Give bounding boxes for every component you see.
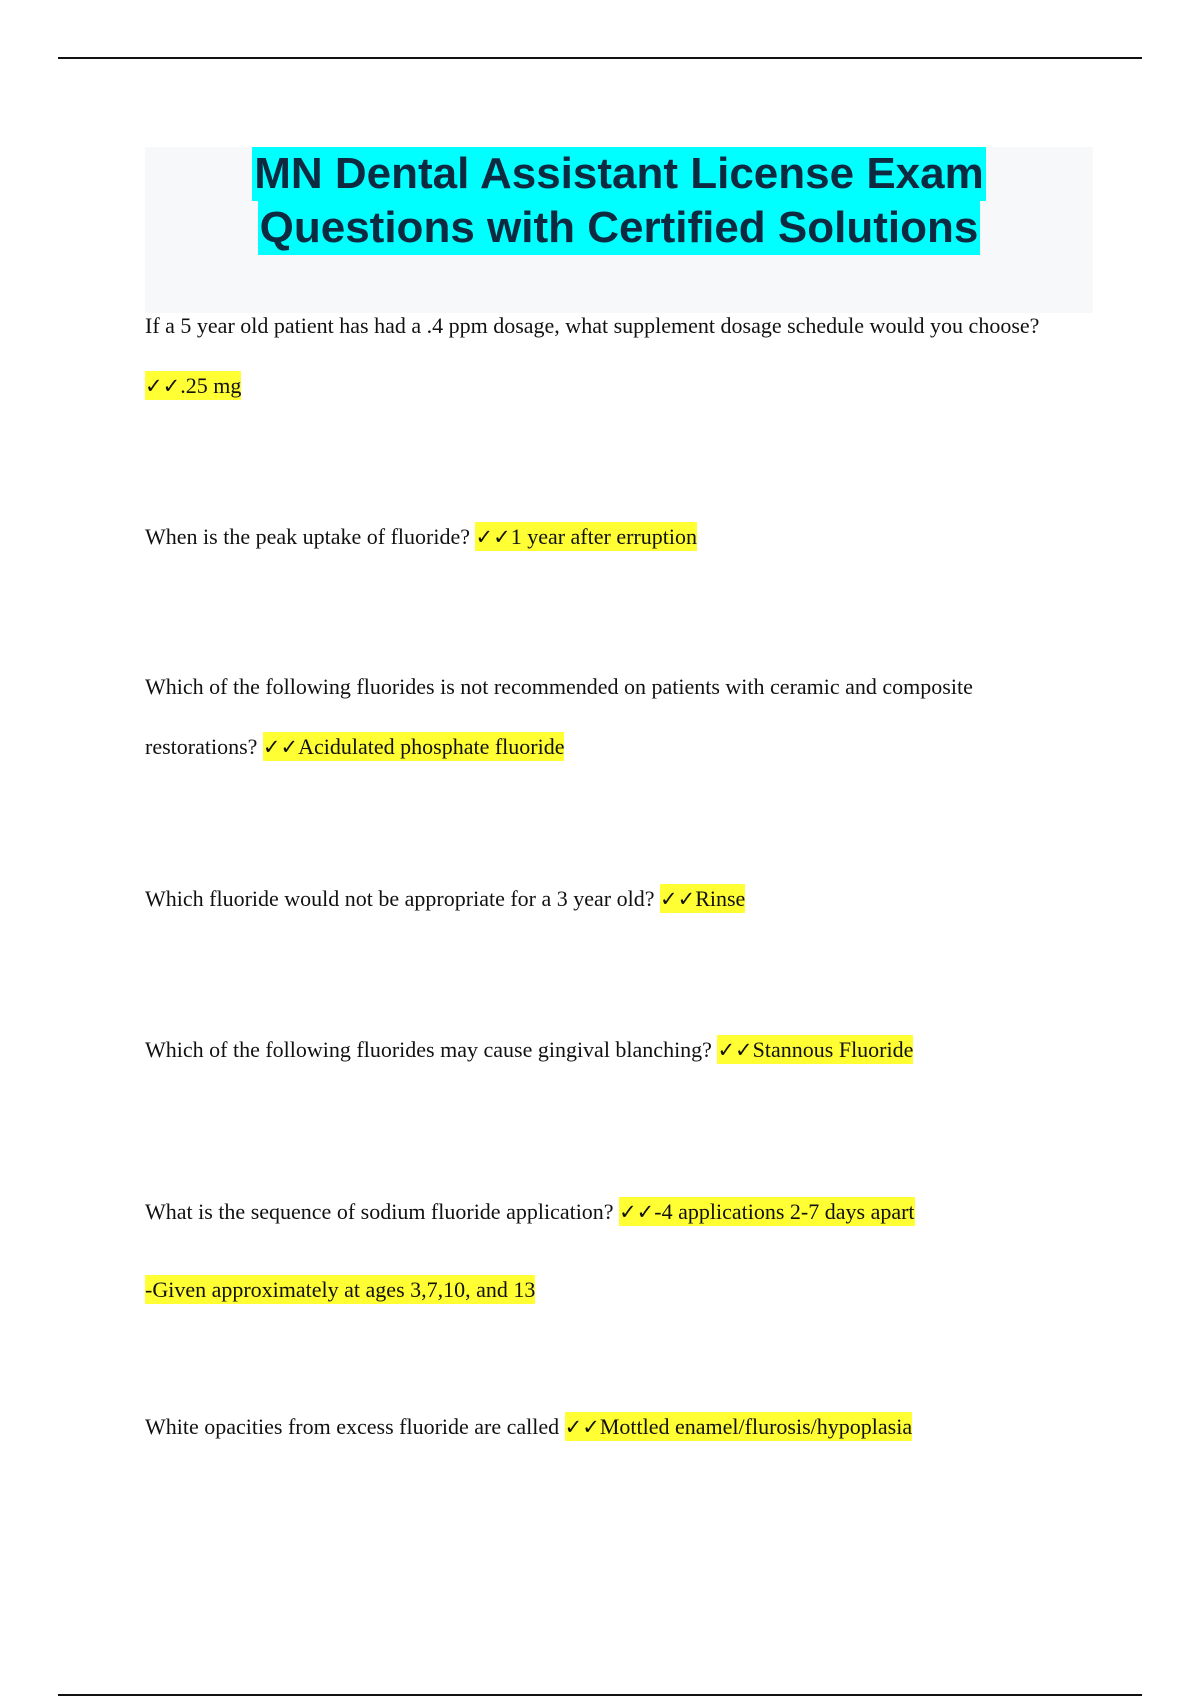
answer-text: Rinse — [695, 886, 746, 911]
check-mark-icon: ✓✓ — [564, 1415, 600, 1439]
question-text: If a 5 year old patient has had a .4 ppm dosage, what supplement dosage schedule would you choose? — [145, 313, 1040, 338]
question-text: White opacities from excess fluoride are called — [145, 1414, 560, 1439]
title-line-2: Questions with Certified Solutions — [258, 201, 981, 255]
question-text: Which of the following fluorides may cause gingival blanching? — [145, 1037, 712, 1062]
check-mark-icon: ✓✓ — [262, 735, 299, 759]
question-text: Which fluoride would not be appropriate for a 3 year old? — [145, 886, 655, 911]
qa-item — [145, 507, 1085, 567]
check-mark-icon: ✓✓ — [659, 887, 696, 911]
question-text: When is the peak uptake of fluoride? — [145, 524, 470, 549]
check-mark-icon: ✓✓ — [145, 374, 181, 398]
answer-text: Mottled enamel/flurosis/hypoplasia — [599, 1414, 913, 1439]
bottom-rule — [58, 1694, 1142, 1696]
qa-item — [145, 1397, 1085, 1457]
answer-highlight — [263, 732, 565, 761]
check-mark-icon: ✓✓ — [619, 1200, 655, 1224]
check-mark-icon: ✓✓ — [475, 525, 511, 549]
answer-text: .25 mg — [180, 373, 242, 398]
answer-text: Acidulated phosphate fluoride — [298, 734, 565, 759]
answer-highlight — [475, 522, 697, 551]
question-text: Which of the following fluorides is not recommended on patients with ceramic and composite restorations? — [145, 674, 973, 759]
qa-item — [145, 869, 1085, 929]
answer-text: 1 year after erruption — [510, 524, 697, 549]
document-title — [145, 147, 1093, 313]
qa-item — [145, 1020, 1085, 1080]
title-line-1: MN Dental Assistant License Exam — [252, 147, 986, 201]
qa-item — [145, 1173, 1085, 1329]
question-text: What is the sequence of sodium fluoride application? — [145, 1199, 614, 1224]
answer-highlight — [145, 371, 241, 400]
answer-highlight — [717, 1035, 913, 1064]
answer-highlight — [565, 1412, 912, 1441]
qa-item — [145, 657, 1085, 777]
answer-text: -4 applications 2-7 days apart — [654, 1199, 915, 1224]
top-rule — [58, 57, 1142, 59]
check-mark-icon: ✓✓ — [717, 1038, 753, 1062]
answer-highlight — [660, 884, 745, 913]
answer-text: Stannous Fluoride — [752, 1037, 914, 1062]
answer-highlight — [619, 1197, 914, 1226]
answer-continued: -Given approximately at ages 3,7,10, and 13 — [145, 1277, 536, 1302]
qa-item — [145, 296, 1085, 416]
